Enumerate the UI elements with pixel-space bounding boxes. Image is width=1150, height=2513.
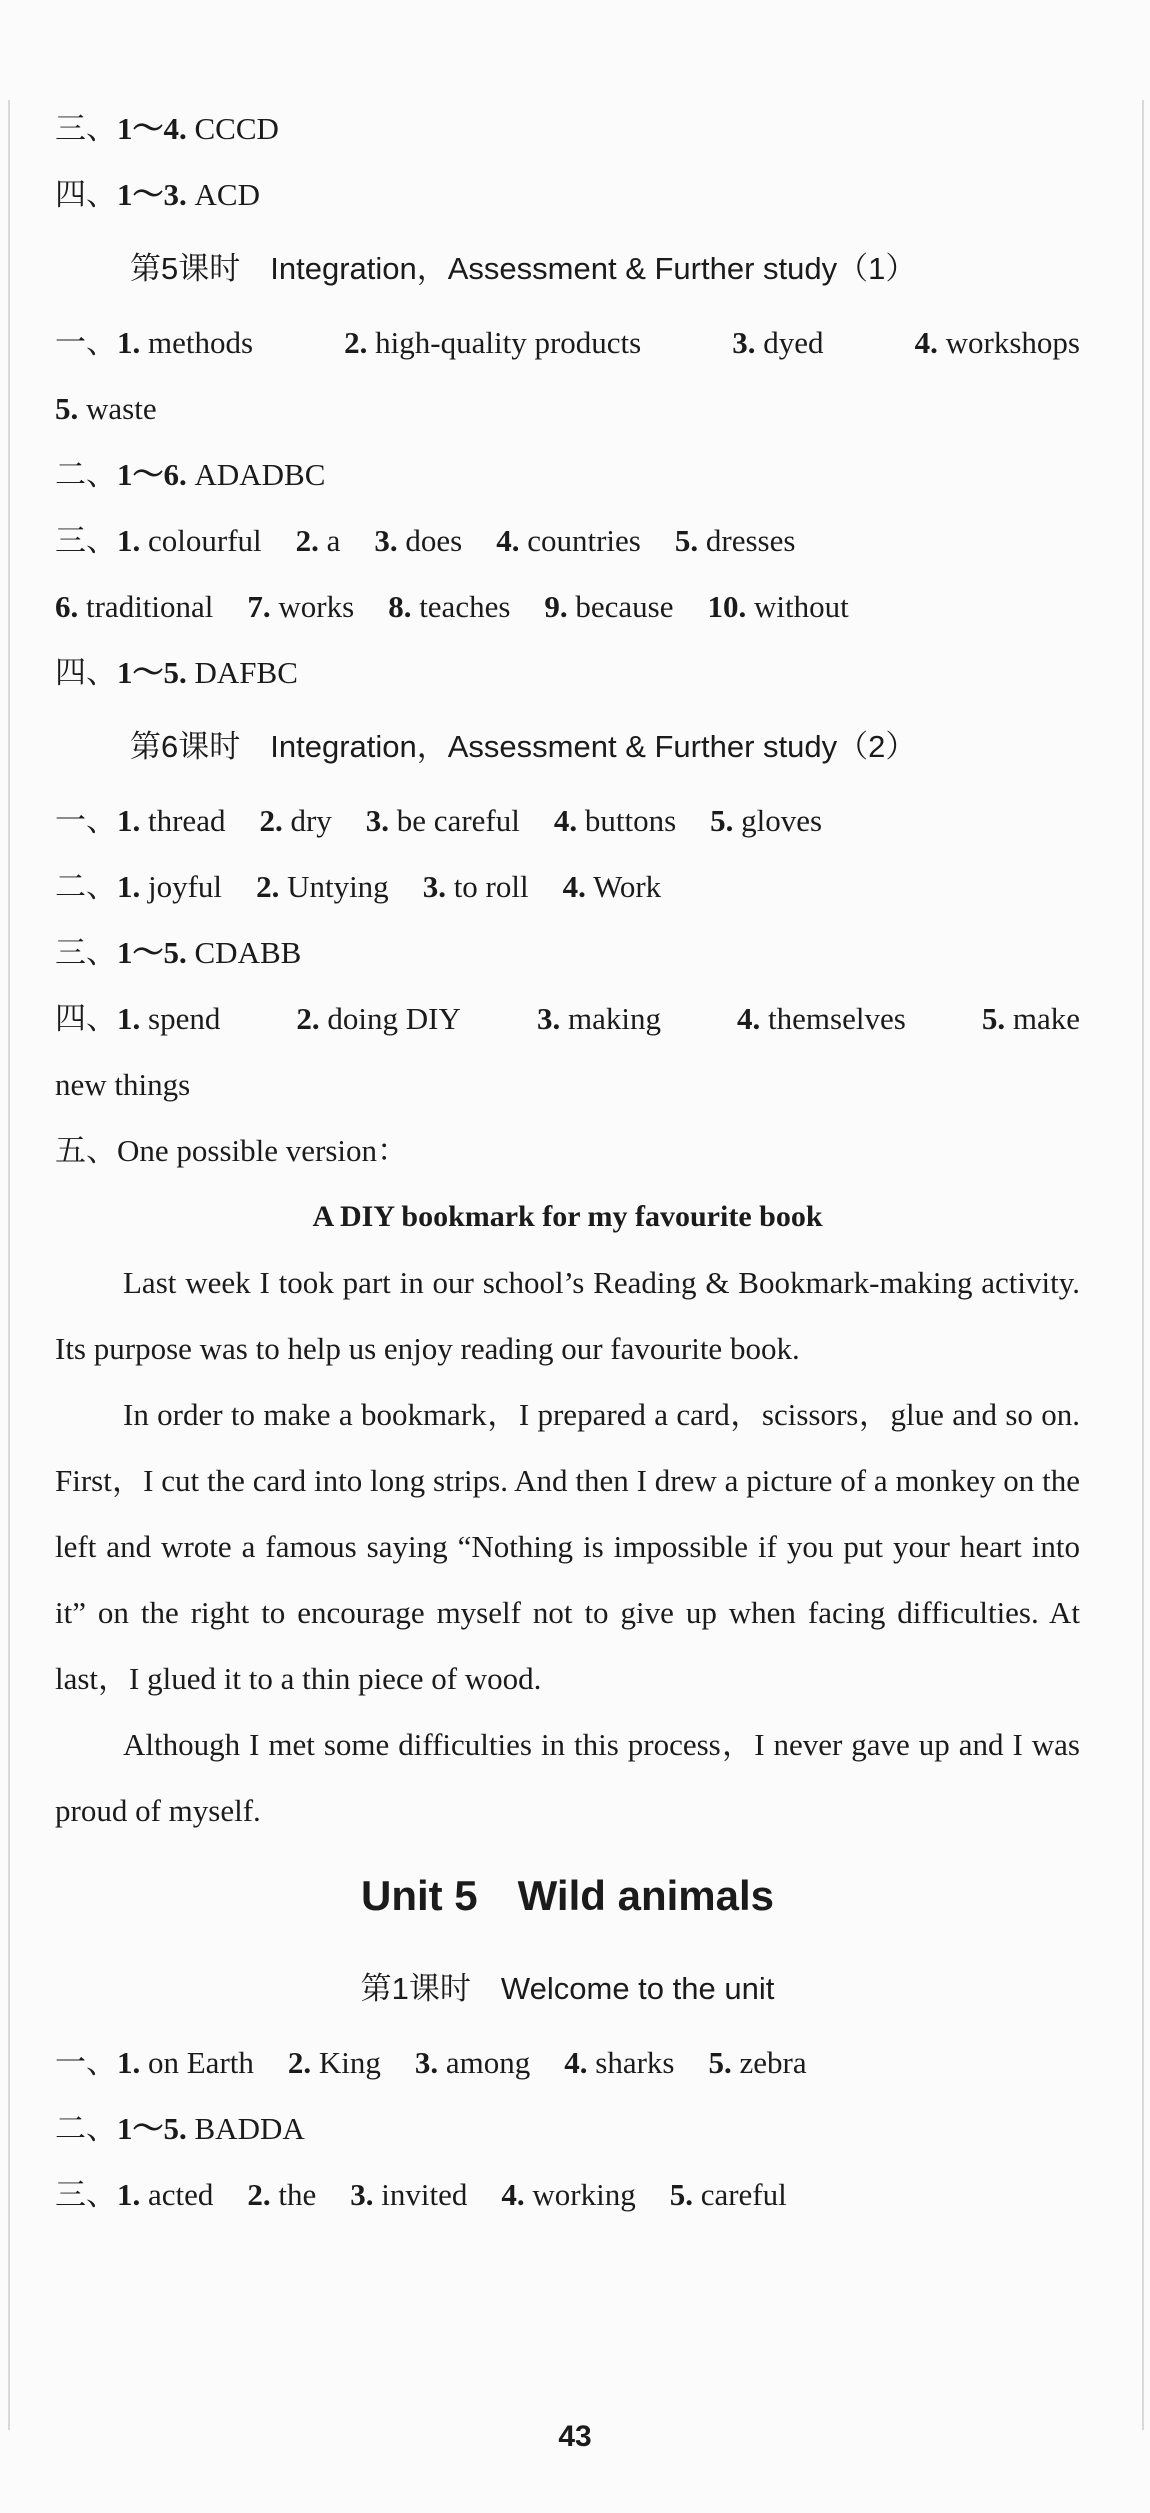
answer-number: 1～4. <box>117 111 187 146</box>
question-prefix: 三、 <box>55 111 117 146</box>
answer-text: making <box>567 1001 661 1036</box>
answer-item <box>710 788 822 854</box>
answer-text: to roll <box>453 869 529 904</box>
answer-item <box>55 310 253 376</box>
answer-text: on Earth <box>148 2045 254 2080</box>
answer-item <box>708 574 849 640</box>
answer-item <box>708 2030 806 2096</box>
answer-number: 4. <box>496 523 520 558</box>
answer-item <box>247 2162 316 2228</box>
answer-text: thread <box>148 803 226 838</box>
lesson-title: Integration，Assessment & Further study（1） <box>270 251 917 286</box>
answer-item <box>55 508 262 574</box>
answer-item <box>55 920 301 986</box>
answer-number: 5. <box>674 523 699 558</box>
essay-title: A DIY bookmark for my favourite book <box>312 1200 823 1233</box>
answer-number: 1～3. <box>117 177 187 212</box>
answer-line <box>55 574 1080 640</box>
answer-number: 2. <box>344 325 368 360</box>
answer-text: Untying <box>287 869 389 904</box>
answer-text: because <box>575 589 674 624</box>
answer-number: 1～5. <box>117 2111 187 2146</box>
question-prefix: 四、 <box>55 177 117 212</box>
question-prefix: 三、 <box>55 2177 117 2212</box>
lesson-number: 第6课时 <box>130 729 241 764</box>
answer-text: zebra <box>739 2045 807 2080</box>
answer-item <box>296 508 341 574</box>
answer-text: doing DIY <box>327 1001 461 1036</box>
answer-number: 2. <box>287 2045 312 2080</box>
answer-text: teaches <box>419 589 511 624</box>
answer-text: BADDA <box>194 2111 305 2146</box>
answer-item <box>366 788 520 854</box>
answer-number: 5. <box>710 803 734 838</box>
answer-text: countries <box>527 523 641 558</box>
answer-text: methods <box>148 325 254 360</box>
answer-number: 3. <box>374 523 398 558</box>
answer-number: 4. <box>914 325 938 360</box>
page-number: 43 <box>558 2420 592 2453</box>
answer-line <box>55 640 1080 706</box>
answer-item <box>675 508 796 574</box>
essay-paragraph: Although I met some difficulties in this process，I never gave up and I was proud of myself. <box>55 1727 1080 1828</box>
answer-number: 3. <box>422 869 446 904</box>
answer-text: colourful <box>148 523 262 558</box>
answer-item <box>55 640 298 706</box>
answer-item <box>415 2030 530 2096</box>
answer-text: invited <box>381 2177 468 2212</box>
answer-item <box>55 442 325 508</box>
lesson-title: Integration，Assessment & Further study（2） <box>270 729 917 764</box>
answer-text: without <box>754 589 849 624</box>
question-prefix: 三、 <box>55 935 117 970</box>
answer-text: waste <box>86 391 157 426</box>
sample-intro: One possible version： <box>117 1133 409 1168</box>
answer-text: workshops <box>945 325 1080 360</box>
answer-item <box>544 574 673 640</box>
answer-number: 1. <box>117 803 141 838</box>
answer-number: 4. <box>562 869 586 904</box>
answer-item <box>501 2162 635 2228</box>
answer-number: 1. <box>117 325 141 360</box>
answer-item <box>55 854 222 920</box>
answer-number: 4. <box>553 803 578 838</box>
answer-item <box>247 574 354 640</box>
unit-title: Wild animals <box>517 1872 775 1919</box>
question-prefix: 四、 <box>55 1001 117 1036</box>
answer-item <box>732 310 823 376</box>
question-prefix: 三、 <box>55 523 117 558</box>
answer-number: 5. <box>669 2177 693 2212</box>
answer-text: works <box>278 589 355 624</box>
lesson-heading <box>55 706 1080 788</box>
answer-text: working <box>532 2177 636 2212</box>
answer-number: 4. <box>564 2045 588 2080</box>
answer-number: 8. <box>388 589 412 624</box>
answer-item <box>256 854 389 920</box>
answer-item <box>374 508 462 574</box>
answer-line <box>55 788 1080 854</box>
answer-line <box>55 376 1080 442</box>
answer-number: 6. <box>55 589 79 624</box>
answer-text: acted <box>148 2177 214 2212</box>
question-prefix: 二、 <box>55 457 117 492</box>
answer-number: 3. <box>365 803 390 838</box>
essay-paragraph: In order to make a bookmark，I prepared a card，scissors，glue and so on. First，I cut the card into long strips. And then I drew a picture of a monkey on the left and wrote a famous saying “Nothing is impossible if you put your heart into it” on the right to encourage myself not to give up when facing difficulties. At last，I glued it to a thin piece of wood. <box>55 1397 1080 1696</box>
answer-text: gloves <box>741 803 823 838</box>
answer-number: 3. <box>350 2177 374 2212</box>
page-content <box>55 96 1080 2228</box>
answer-item <box>296 986 460 1052</box>
answer-item <box>737 986 906 1052</box>
answer-number: 2. <box>296 1001 320 1036</box>
answer-continuation: new things <box>55 1067 191 1102</box>
answer-item <box>350 2162 467 2228</box>
answer-item <box>259 788 331 854</box>
lesson-title: Welcome to the unit <box>500 1971 775 2006</box>
answer-number: 4. <box>737 1001 761 1036</box>
answer-text: joyful <box>148 869 223 904</box>
answer-text: dyed <box>763 325 824 360</box>
answer-text: ACD <box>194 177 260 212</box>
answer-item <box>55 2096 305 2162</box>
answer-number: 1. <box>117 869 141 904</box>
answer-line <box>55 96 1080 162</box>
answer-text: among <box>445 2045 531 2080</box>
lesson-heading <box>55 1948 1080 2030</box>
answer-item <box>55 376 157 442</box>
answer-text: make <box>1012 1001 1080 1036</box>
answer-number: 1. <box>117 1001 141 1036</box>
answer-number: 2. <box>259 803 283 838</box>
answer-text: dresses <box>705 523 796 558</box>
answer-item <box>496 508 641 574</box>
lesson-number: 第1课时 <box>360 1971 471 2006</box>
answer-text: careful <box>700 2177 787 2212</box>
answer-line <box>55 2162 1080 2228</box>
answer-line <box>55 442 1080 508</box>
answer-item <box>537 986 661 1052</box>
answer-item <box>55 96 279 162</box>
answer-item <box>564 2030 674 2096</box>
answer-number: 7. <box>247 589 271 624</box>
answer-item <box>423 854 529 920</box>
essay-paragraph: Last week I took part in our school’s Reading & Bookmark-making activity. Its purpose was to help us enjoy reading our favourite book. <box>55 1265 1080 1366</box>
answer-item <box>55 788 225 854</box>
answer-number: 4. <box>501 2177 525 2212</box>
answer-number: 1. <box>117 523 141 558</box>
answer-text: high-quality products <box>375 325 642 360</box>
unit-heading <box>55 1844 1080 1948</box>
answer-number: 1. <box>117 2177 141 2212</box>
answer-item <box>388 574 510 640</box>
answer-item <box>55 2030 254 2096</box>
answer-item <box>563 854 662 920</box>
answer-item <box>554 788 676 854</box>
question-prefix: 五、 <box>55 1133 117 1168</box>
answer-line <box>55 2096 1080 2162</box>
answer-number: 9. <box>544 589 568 624</box>
answer-text: CCCD <box>194 111 279 146</box>
answer-text: ADADBC <box>194 457 326 492</box>
answer-number: 1～6. <box>117 457 187 492</box>
answer-line <box>55 986 1080 1052</box>
answer-number: 2. <box>247 2177 271 2212</box>
answer-text: dry <box>290 803 332 838</box>
answer-number: 1. <box>117 2045 141 2080</box>
answer-text: King <box>318 2045 381 2080</box>
answer-item <box>982 986 1080 1052</box>
answer-number: 3. <box>732 325 756 360</box>
answer-line <box>55 854 1080 920</box>
answer-text: the <box>278 2177 317 2212</box>
answer-line <box>55 1118 1080 1184</box>
answer-text: Work <box>593 869 662 904</box>
answer-text: spend <box>148 1001 221 1036</box>
question-prefix: 二、 <box>55 2111 117 2146</box>
question-prefix: 四、 <box>55 655 117 690</box>
answer-item <box>55 162 260 228</box>
answer-text: sharks <box>595 2045 675 2080</box>
lesson-heading <box>55 228 1080 310</box>
question-prefix: 二、 <box>55 869 117 904</box>
answer-line <box>55 920 1080 986</box>
answer-text: be careful <box>396 803 520 838</box>
question-prefix: 一、 <box>55 325 117 360</box>
answer-number: 3. <box>414 2045 439 2080</box>
lesson-number: 第5课时 <box>130 251 241 286</box>
answer-number: 3. <box>536 1001 561 1036</box>
answer-item <box>55 2162 213 2228</box>
left-margin-rule <box>8 100 10 2430</box>
question-prefix: 一、 <box>55 803 117 838</box>
answer-line <box>55 1052 1080 1118</box>
answer-item <box>55 986 220 1052</box>
answer-number: 5. <box>55 391 79 426</box>
answer-text: DAFBC <box>194 655 298 690</box>
answer-item <box>670 2162 787 2228</box>
answer-item <box>288 2030 381 2096</box>
answer-number: 2. <box>256 869 280 904</box>
question-prefix: 一、 <box>55 2045 117 2080</box>
answer-line <box>55 2030 1080 2096</box>
answer-line <box>55 310 1080 376</box>
answer-number: 5. <box>708 2045 732 2080</box>
answer-text: a <box>326 523 341 558</box>
answer-number: 5. <box>981 1001 1006 1036</box>
answer-number: 2. <box>295 523 319 558</box>
answer-text: CDABB <box>194 935 302 970</box>
answer-item <box>915 310 1080 376</box>
unit-label: Unit 5 <box>360 1872 478 1919</box>
right-margin-rule <box>1142 100 1144 2430</box>
answer-number: 1～5. <box>117 655 187 690</box>
answer-text: themselves <box>768 1001 906 1036</box>
answer-text: traditional <box>86 589 214 624</box>
answer-line <box>55 162 1080 228</box>
answer-number: 10. <box>707 589 747 624</box>
answer-text: buttons <box>584 803 677 838</box>
answer-item <box>344 310 641 376</box>
answer-text: does <box>405 523 463 558</box>
answer-line <box>55 508 1080 574</box>
answer-number: 1～5. <box>117 935 187 970</box>
answer-item <box>55 574 213 640</box>
